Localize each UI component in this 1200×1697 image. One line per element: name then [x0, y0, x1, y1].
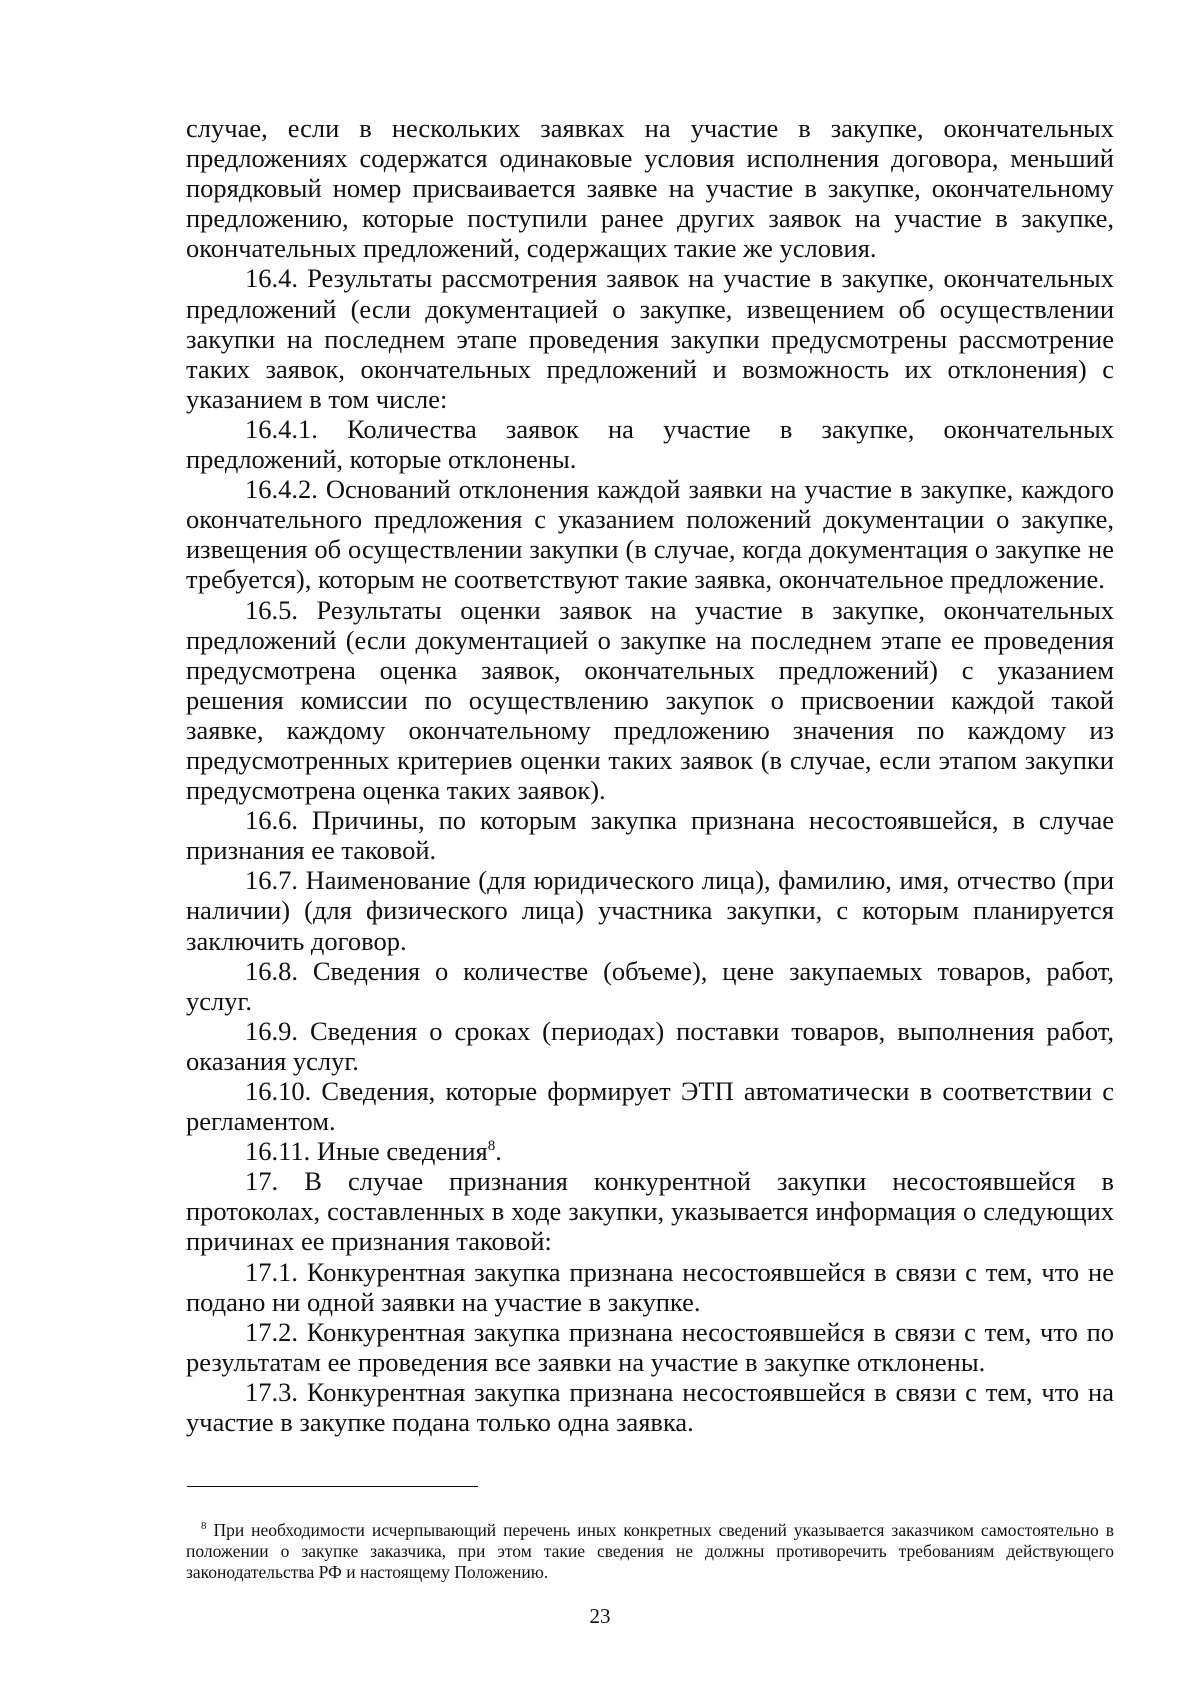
paragraph-continuation: случае, если в нескольких заявках на участие в закупке, окончательных предложениях содержатся одинаковые условия исполнения договора, меньший порядковый номер присваивается заявке на участие в закупке, окончательному предложению, которые поступили ранее других заявок на участие в закупке, окончательных предложений, содержащих такие же условия.	[186, 113, 1114, 264]
paragraph-16-10: 16.10. Сведения, которые формирует ЭТП автоматически в соответствии с регламентом.	[186, 1076, 1114, 1137]
footnote-reference[interactable]: 8	[487, 1138, 496, 1155]
paragraph-17-1: 17.1. Конкурентная закупка признана несостоявшейся в связи с тем, что не подано ни одной заявки на участие в закупке.	[186, 1256, 1114, 1317]
paragraph-16-4-2: 16.4.2. Оснований отклонения каждой заявки на участие в закупке, каждого окончательного предложения с указанием положений документации о закупке, извещения об осуществлении закупки (в случае, когда документация о закупке не требуется), которым не соответствуют такие заявка, окончательное предложение.	[186, 474, 1114, 595]
paragraph-16-6: 16.6. Причины, по которым закупка признана несостоявшейся, в случае признания ее таковой.	[186, 805, 1114, 866]
paragraph-17-2: 17.2. Конкурентная закупка признана несостоявшейся в связи с тем, что по результатам ее проведения все заявки на участие в закупке отклонены.	[186, 1316, 1114, 1377]
paragraph-16-4: 16.4. Результаты рассмотрения заявок на участие в закупке, окончательных предложений (если документацией о закупке, извещением об осуществлении закупки на последнем этапе проведения закупки предусмотрены рассмотрение таких заявок, окончательных предложений и возможность их отклонения) с указанием в том числе:	[186, 263, 1114, 414]
paragraph-16-9: 16.9. Сведения о сроках (периодах) поставки товаров, выполнения работ, оказания услуг.	[186, 1015, 1114, 1076]
page-number: 23	[589, 1604, 611, 1628]
footnote-separator	[187, 1486, 478, 1487]
paragraph-16-11-period: .	[495, 1136, 502, 1167]
body-text	[186, 113, 1114, 1437]
paragraph-16-7: 16.7. Наименование (для юридического лица), фамилию, имя, отчество (при наличии) (для физического лица) участника закупки, с которым планируется заключить договор.	[186, 865, 1114, 956]
paragraph-16-11	[186, 1136, 1114, 1166]
paragraph-16-4-1: 16.4.1. Количества заявок на участие в закупке, окончательных предложений, которые отклонены.	[186, 413, 1114, 475]
paragraph-17: 17. В случае признания конкурентной закупки несостоявшейся в протоколах, составленных в ходе закупки, указывается информация о следующих причинах ее признания таковой:	[186, 1166, 1114, 1257]
footnote-text: При необходимости исчерпывающий перечень иных конкретных сведений указывается заказчиком самостоятельно в положении о закупке заказчика, при этом такие сведения не должны противоречить требованиям действующего законодательства РФ и настоящему Положению.	[186, 1520, 1114, 1582]
paragraph-16-5: 16.5. Результаты оценки заявок на участие в закупке, окончательных предложений (если документацией о закупке на последнем этапе ее проведения предусмотрена оценка заявок, окончательных предложений) с указанием решения комиссии по осуществлению закупок о присвоении каждой такой заявке, каждому окончательному предложению значения по каждому из предусмотренных критериев оценки таких заявок (в случае, если этапом закупки предусмотрена оценка таких заявок).	[186, 594, 1114, 806]
paragraph-16-11-text: 16.11. Иные сведения	[245, 1136, 488, 1167]
paragraph-17-3: 17.3. Конкурентная закупка признана несостоявшейся в связи с тем, что на участие в закупке подана только одна заявка.	[186, 1376, 1114, 1438]
paragraph-16-8: 16.8. Сведения о количестве (объеме), цене закупаемых товаров, работ, услуг.	[186, 955, 1114, 1016]
footnote-mark: 8	[201, 1520, 207, 1533]
footnote	[186, 1520, 1114, 1583]
